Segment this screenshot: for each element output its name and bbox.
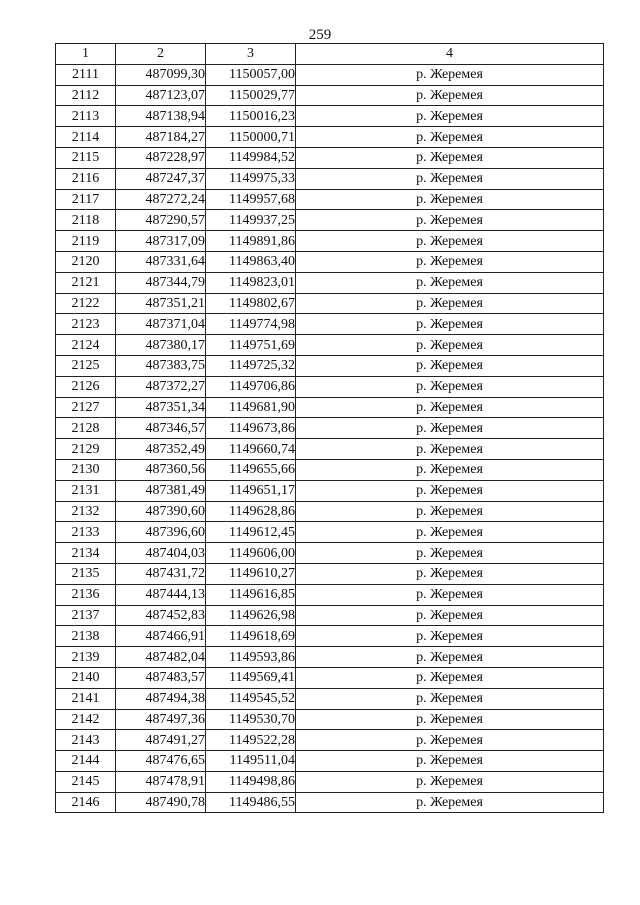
description-cell: р. Жеремея (296, 522, 604, 543)
table-row (56, 792, 604, 813)
y-coordinate-cell: 1149751,69 (206, 335, 296, 356)
description-cell: р. Жеремея (296, 272, 604, 293)
point-number-cell: 2121 (56, 272, 116, 293)
point-number-cell: 2141 (56, 688, 116, 709)
y-coordinate-cell: 1149522,28 (206, 730, 296, 751)
point-number-cell: 2135 (56, 563, 116, 584)
table-row (56, 272, 604, 293)
table-row (56, 771, 604, 792)
y-coordinate-cell: 1149863,40 (206, 251, 296, 272)
x-coordinate-cell: 487483,57 (116, 667, 206, 688)
description-cell: р. Жеремея (296, 397, 604, 418)
point-number-cell: 2146 (56, 792, 116, 813)
y-coordinate-cell: 1149626,98 (206, 605, 296, 626)
y-coordinate-cell: 1149612,45 (206, 522, 296, 543)
description-cell: р. Жеремея (296, 709, 604, 730)
description-cell: р. Жеремея (296, 189, 604, 210)
y-coordinate-cell: 1149498,86 (206, 771, 296, 792)
point-number-cell: 2131 (56, 480, 116, 501)
x-coordinate-cell: 487490,78 (116, 792, 206, 813)
point-number-cell: 2136 (56, 584, 116, 605)
y-coordinate-cell: 1149673,86 (206, 418, 296, 439)
x-coordinate-cell: 487497,36 (116, 709, 206, 730)
point-number-cell: 2130 (56, 459, 116, 480)
description-cell: р. Жеремея (296, 605, 604, 626)
description-cell: р. Жеремея (296, 251, 604, 272)
y-coordinate-cell: 1149606,00 (206, 543, 296, 564)
point-number-cell: 2128 (56, 418, 116, 439)
description-cell: р. Жеремея (296, 147, 604, 168)
point-number-cell: 2140 (56, 667, 116, 688)
point-number-cell: 2143 (56, 730, 116, 751)
x-coordinate-cell: 487431,72 (116, 563, 206, 584)
y-coordinate-cell: 1149774,98 (206, 314, 296, 335)
table-row (56, 355, 604, 376)
x-coordinate-cell: 487390,60 (116, 501, 206, 522)
x-coordinate-cell: 487272,24 (116, 189, 206, 210)
x-coordinate-cell: 487494,38 (116, 688, 206, 709)
y-coordinate-cell: 1150000,71 (206, 127, 296, 148)
y-coordinate-cell: 1149616,85 (206, 584, 296, 605)
table-row (56, 85, 604, 106)
y-coordinate-cell: 1149975,33 (206, 168, 296, 189)
x-coordinate-cell: 487099,30 (116, 64, 206, 85)
x-coordinate-cell: 487351,21 (116, 293, 206, 314)
description-cell: р. Жеремея (296, 314, 604, 335)
y-coordinate-cell: 1149984,52 (206, 147, 296, 168)
table-row (56, 189, 604, 210)
x-coordinate-cell: 487351,34 (116, 397, 206, 418)
y-coordinate-cell: 1149545,52 (206, 688, 296, 709)
table-row (56, 605, 604, 626)
table-row (56, 231, 604, 252)
point-number-cell: 2144 (56, 751, 116, 772)
point-number-cell: 2122 (56, 293, 116, 314)
description-cell: р. Жеремея (296, 626, 604, 647)
description-cell: р. Жеремея (296, 751, 604, 772)
table-row (56, 210, 604, 231)
point-number-cell: 2123 (56, 314, 116, 335)
coordinates-table (55, 43, 604, 813)
x-coordinate-cell: 487380,17 (116, 335, 206, 356)
table-row (56, 626, 604, 647)
x-coordinate-cell: 487381,49 (116, 480, 206, 501)
description-cell: р. Жеремея (296, 355, 604, 376)
table-row (56, 64, 604, 85)
y-coordinate-cell: 1149660,74 (206, 439, 296, 460)
x-coordinate-cell: 487228,97 (116, 147, 206, 168)
y-coordinate-cell: 1149511,04 (206, 751, 296, 772)
x-coordinate-cell: 487372,27 (116, 376, 206, 397)
table-row (56, 563, 604, 584)
y-coordinate-cell: 1149569,41 (206, 667, 296, 688)
y-coordinate-cell: 1149957,68 (206, 189, 296, 210)
table-row (56, 293, 604, 314)
point-number-cell: 2115 (56, 147, 116, 168)
point-number-cell: 2119 (56, 231, 116, 252)
x-coordinate-cell: 487123,07 (116, 85, 206, 106)
table-row (56, 584, 604, 605)
description-cell: р. Жеремея (296, 293, 604, 314)
table-row (56, 335, 604, 356)
table-row (56, 480, 604, 501)
y-coordinate-cell: 1149651,17 (206, 480, 296, 501)
table-body (56, 64, 604, 813)
y-coordinate-cell: 1149681,90 (206, 397, 296, 418)
table-row (56, 106, 604, 127)
point-number-cell: 2132 (56, 501, 116, 522)
x-coordinate-cell: 487352,49 (116, 439, 206, 460)
y-coordinate-cell: 1149530,70 (206, 709, 296, 730)
table-header (56, 44, 604, 65)
y-coordinate-cell: 1149725,32 (206, 355, 296, 376)
table-row (56, 439, 604, 460)
table-row (56, 751, 604, 772)
x-coordinate-cell: 487491,27 (116, 730, 206, 751)
description-cell: р. Жеремея (296, 667, 604, 688)
point-number-cell: 2142 (56, 709, 116, 730)
point-number-cell: 2118 (56, 210, 116, 231)
header-cell-1: 1 (56, 44, 116, 65)
description-cell: р. Жеремея (296, 543, 604, 564)
y-coordinate-cell: 1149937,25 (206, 210, 296, 231)
table-row (56, 418, 604, 439)
point-number-cell: 2127 (56, 397, 116, 418)
description-cell: р. Жеремея (296, 688, 604, 709)
table-row (56, 501, 604, 522)
page-number: 259 (308, 27, 332, 43)
table-row (56, 147, 604, 168)
x-coordinate-cell: 487383,75 (116, 355, 206, 376)
point-number-cell: 2138 (56, 626, 116, 647)
table-row (56, 314, 604, 335)
x-coordinate-cell: 487344,79 (116, 272, 206, 293)
description-cell: р. Жеремея (296, 584, 604, 605)
point-number-cell: 2117 (56, 189, 116, 210)
point-number-cell: 2124 (56, 335, 116, 356)
x-coordinate-cell: 487452,83 (116, 605, 206, 626)
description-cell: р. Жеремея (296, 168, 604, 189)
y-coordinate-cell: 1150029,77 (206, 85, 296, 106)
description-cell: р. Жеремея (296, 563, 604, 584)
x-coordinate-cell: 487360,56 (116, 459, 206, 480)
point-number-cell: 2129 (56, 439, 116, 460)
table-row (56, 127, 604, 148)
x-coordinate-cell: 487331,64 (116, 251, 206, 272)
table-row (56, 730, 604, 751)
y-coordinate-cell: 1149486,55 (206, 792, 296, 813)
table-row (56, 522, 604, 543)
x-coordinate-cell: 487482,04 (116, 647, 206, 668)
x-coordinate-cell: 487247,37 (116, 168, 206, 189)
description-cell: р. Жеремея (296, 439, 604, 460)
point-number-cell: 2139 (56, 647, 116, 668)
point-number-cell: 2126 (56, 376, 116, 397)
point-number-cell: 2114 (56, 127, 116, 148)
table-row (56, 543, 604, 564)
table-row (56, 397, 604, 418)
point-number-cell: 2145 (56, 771, 116, 792)
x-coordinate-cell: 487346,57 (116, 418, 206, 439)
table-row (56, 251, 604, 272)
x-coordinate-cell: 487138,94 (116, 106, 206, 127)
x-coordinate-cell: 487466,91 (116, 626, 206, 647)
point-number-cell: 2134 (56, 543, 116, 564)
table-row (56, 667, 604, 688)
description-cell: р. Жеремея (296, 210, 604, 231)
y-coordinate-cell: 1149618,69 (206, 626, 296, 647)
description-cell: р. Жеремея (296, 730, 604, 751)
description-cell: р. Жеремея (296, 85, 604, 106)
table-row (56, 168, 604, 189)
y-coordinate-cell: 1149593,86 (206, 647, 296, 668)
description-cell: р. Жеремея (296, 231, 604, 252)
point-number-cell: 2113 (56, 106, 116, 127)
description-cell: р. Жеремея (296, 106, 604, 127)
table-row (56, 647, 604, 668)
description-cell: р. Жеремея (296, 64, 604, 85)
y-coordinate-cell: 1149706,86 (206, 376, 296, 397)
point-number-cell: 2116 (56, 168, 116, 189)
description-cell: р. Жеремея (296, 771, 604, 792)
point-number-cell: 2120 (56, 251, 116, 272)
point-number-cell: 2112 (56, 85, 116, 106)
description-cell: р. Жеремея (296, 647, 604, 668)
x-coordinate-cell: 487396,60 (116, 522, 206, 543)
table-row (56, 709, 604, 730)
y-coordinate-cell: 1149823,01 (206, 272, 296, 293)
point-number-cell: 2133 (56, 522, 116, 543)
description-cell: р. Жеремея (296, 418, 604, 439)
description-cell: р. Жеремея (296, 480, 604, 501)
y-coordinate-cell: 1149802,67 (206, 293, 296, 314)
description-cell: р. Жеремея (296, 127, 604, 148)
header-cell-3: 3 (206, 44, 296, 65)
description-cell: р. Жеремея (296, 376, 604, 397)
y-coordinate-cell: 1149891,86 (206, 231, 296, 252)
point-number-cell: 2137 (56, 605, 116, 626)
x-coordinate-cell: 487404,03 (116, 543, 206, 564)
description-cell: р. Жеремея (296, 792, 604, 813)
x-coordinate-cell: 487290,57 (116, 210, 206, 231)
x-coordinate-cell: 487444,13 (116, 584, 206, 605)
y-coordinate-cell: 1149628,86 (206, 501, 296, 522)
header-cell-2: 2 (116, 44, 206, 65)
description-cell: р. Жеремея (296, 501, 604, 522)
x-coordinate-cell: 487476,65 (116, 751, 206, 772)
x-coordinate-cell: 487184,27 (116, 127, 206, 148)
description-cell: р. Жеремея (296, 459, 604, 480)
x-coordinate-cell: 487478,91 (116, 771, 206, 792)
x-coordinate-cell: 487371,04 (116, 314, 206, 335)
table-row (56, 688, 604, 709)
x-coordinate-cell: 487317,09 (116, 231, 206, 252)
y-coordinate-cell: 1150016,23 (206, 106, 296, 127)
description-cell: р. Жеремея (296, 335, 604, 356)
table-row (56, 376, 604, 397)
point-number-cell: 2111 (56, 64, 116, 85)
header-cell-4: 4 (296, 44, 604, 65)
y-coordinate-cell: 1149610,27 (206, 563, 296, 584)
table-row (56, 459, 604, 480)
header-row (56, 44, 604, 65)
y-coordinate-cell: 1150057,00 (206, 64, 296, 85)
y-coordinate-cell: 1149655,66 (206, 459, 296, 480)
point-number-cell: 2125 (56, 355, 116, 376)
